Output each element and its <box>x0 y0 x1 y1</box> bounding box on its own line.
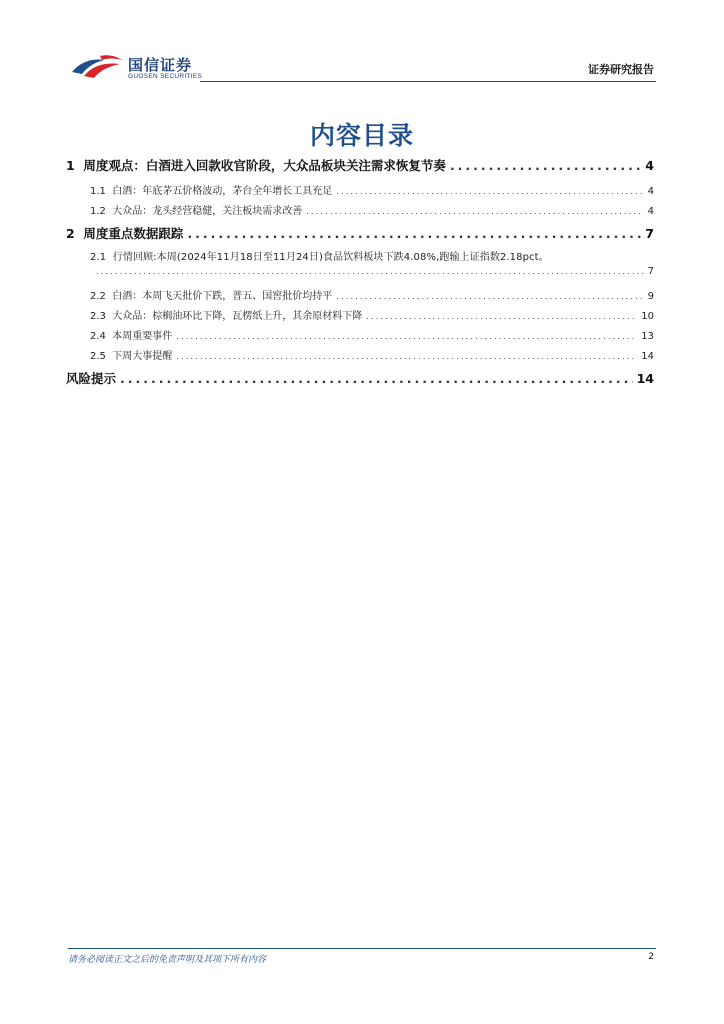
toc-leader-dots <box>450 158 641 173</box>
toc-entry-label: 2 周度重点数据跟踪 <box>66 226 184 241</box>
toc-leader-dots <box>96 267 644 276</box>
toc-entry-label: 1.2 大众品：龙头经营稳健，关注板块需求改善 <box>90 206 303 217</box>
toc-entry-label: 2.1 行情回顾:本周(2024年11月18日至11月24日)食品饮料板块下跌4.08%,跑输上证指数2.18pct。 <box>90 252 549 263</box>
toc-entry-page: 4 <box>645 158 654 173</box>
toc-entry-page: 9 <box>647 291 654 302</box>
toc-leader-dots <box>120 371 633 386</box>
report-type: 证券研究报告 <box>588 63 654 76</box>
toc-leader-dots <box>187 226 641 241</box>
toc-leader-dots <box>176 332 637 341</box>
toc-entry-label: 2.5 下周大事提醒 <box>90 351 173 362</box>
toc-entry-page: 14 <box>641 351 654 362</box>
footer-divider <box>68 948 656 949</box>
footer-disclaimer: 请务必阅读正文之后的免责声明及其项下所有内容 <box>68 955 267 965</box>
toc-entry-2-4[interactable] <box>66 327 654 342</box>
toc-entry-page: 4 <box>647 206 654 217</box>
toc-entry-label: 2.3 大众品：棕榈油环比下降，瓦楞纸上升，其余原材料下降 <box>90 311 363 322</box>
toc-entry-label: 2.2 白酒：本周飞天批价下跌，普五、国窖批价均持平 <box>90 291 333 302</box>
toc-leader-dots <box>336 292 643 301</box>
toc-entry-2-2[interactable] <box>66 287 654 302</box>
toc-leader-dots <box>176 352 637 361</box>
toc-entry-page: 7 <box>647 266 654 277</box>
toc-title: 内容目录 <box>309 121 414 150</box>
toc-entry-risk[interactable] <box>66 369 654 387</box>
toc-entry-page: 4 <box>647 186 654 197</box>
toc-entry-1-2[interactable] <box>66 202 654 217</box>
toc-entry-1[interactable] <box>66 156 654 174</box>
toc-entry-label: 风险提示 <box>66 371 117 386</box>
toc-entry-1-1[interactable] <box>66 182 654 197</box>
toc-leader-dots <box>366 312 637 321</box>
toc-leader-dots <box>336 187 643 196</box>
toc-entry-2-3[interactable] <box>66 307 654 322</box>
brand-name-cn: 国信证券 <box>128 56 193 74</box>
brand-name-en: GUOSEN SECURITIES <box>128 73 203 80</box>
toc-entry-2-5[interactable] <box>66 347 654 362</box>
toc-entry-page: 14 <box>636 371 654 386</box>
toc-entry-page: 7 <box>645 226 654 241</box>
header-divider <box>200 81 656 82</box>
toc-entry-2[interactable] <box>66 224 654 242</box>
toc-entry-label: 2.4 本周重要事件 <box>90 331 173 342</box>
toc-entry-page: 10 <box>641 311 654 322</box>
toc-entry-2-1-continuation[interactable] <box>66 266 654 277</box>
toc-entry-label: 1.1 白酒：年底茅五价格波动，茅台全年增长工具充足 <box>90 186 333 197</box>
toc-leader-dots <box>306 207 643 216</box>
toc-entry-page: 13 <box>641 331 654 342</box>
toc-entry-label: 1 周度观点：白酒进入回款收官阶段，大众品板块关注需求恢复节奏 <box>66 158 446 173</box>
guosen-logo-icon <box>70 52 126 82</box>
page-number: 2 <box>648 952 654 962</box>
toc-entry-2-1[interactable] <box>90 248 549 263</box>
